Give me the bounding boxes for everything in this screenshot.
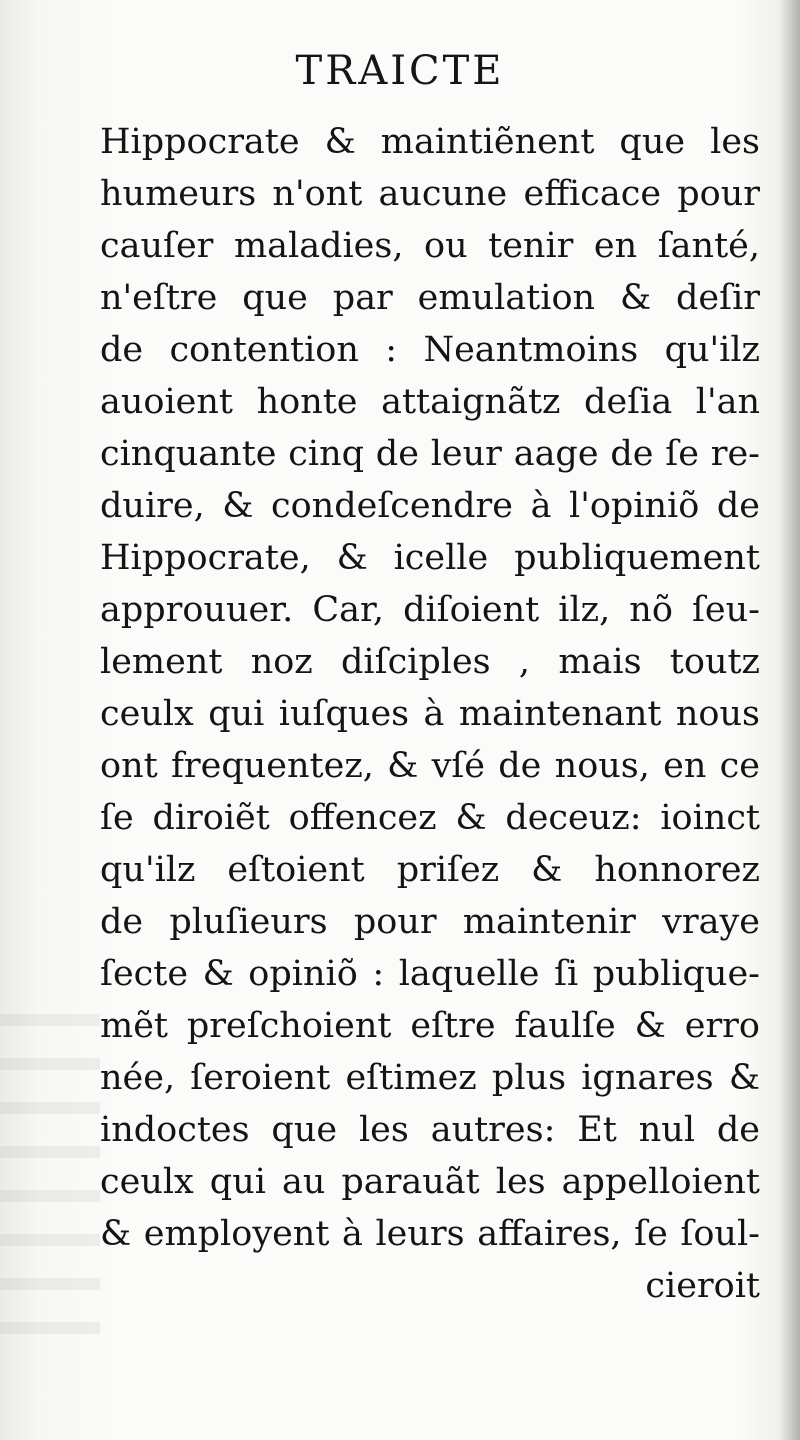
text-line: indoctes que les autres: Et nul de	[100, 1110, 760, 1150]
show-through-margin	[0, 1000, 100, 1360]
text-line: lement noz diſciples , mais toutz	[100, 642, 760, 682]
text-line: née, ſeroient eſtimez plus ignares &	[100, 1058, 760, 1098]
catchword: cieroit	[645, 1266, 760, 1306]
text-line: ont frequentez, & vſé de nous, en ce	[100, 746, 760, 786]
text-line: humeurs n'ont aucune efficace pour	[100, 174, 760, 214]
text-line: de pluſieurs pour maintenir vraye	[100, 902, 760, 942]
text-line: Hippocrate, & icelle publiquement	[100, 538, 760, 578]
text-line: de contention : Neantmoins qu'ilz	[100, 330, 760, 370]
text-line: duire, & condeſcendre à l'opiniõ de	[100, 486, 760, 526]
text-line: qu'ilz eſtoient priſez & honnorez	[100, 850, 760, 890]
text-line: ſe diroiẽt offencez & deceuz: ioinct	[100, 798, 760, 838]
page-edge-shadow	[778, 0, 800, 1440]
text-line: Hippocrate & maintiẽnent que les	[100, 122, 760, 162]
text-line: auoient honte attaignãtz deſia l'an	[100, 382, 760, 422]
text-line: cinquante cinq de leur aage de ſe re-	[100, 434, 760, 474]
text-line: & employent à leurs affaires, ſe ſoul-	[100, 1214, 760, 1254]
text-line: ceulx qui au parauãt les appelloient	[100, 1162, 760, 1202]
text-block	[100, 116, 760, 1312]
text-line: ſecte & opiniõ : laquelle ſi publique-	[100, 954, 760, 994]
text-line: approuuer. Car, diſoient ilz, nõ ſeu-	[100, 590, 760, 630]
text-line: mẽt preſchoient eſtre faulſe & erro	[100, 1006, 760, 1046]
running-head: TRAICTE	[295, 48, 505, 94]
text-line: ceulx qui iuſques à maintenant nous	[100, 694, 760, 734]
text-line: n'eſtre que par emulation & deſir	[100, 278, 760, 318]
text-line: cauſer maladies, ou tenir en ſanté,	[100, 226, 760, 266]
